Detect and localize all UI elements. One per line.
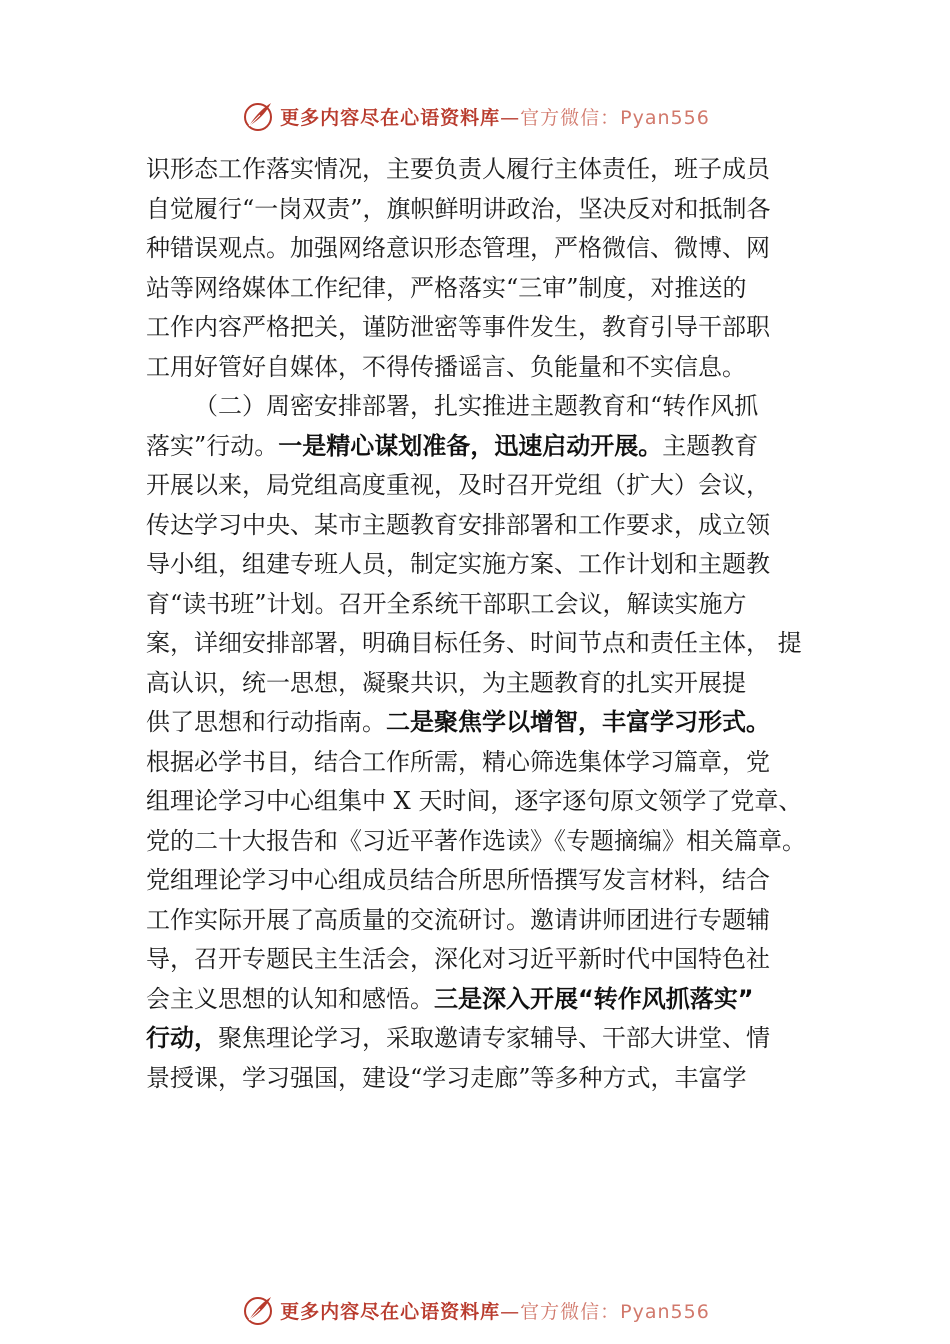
line-text: 育“读书班”计划。召开全系统干部职工会议，解读实施方: [146, 589, 747, 618]
line-text: 种错误观点。加强网络意识形态管理，严格微信、微博、网: [146, 234, 770, 262]
banner-separator: —: [500, 1300, 521, 1323]
banner-text: [280, 1297, 710, 1324]
banner-wechat-text: 官方微信：Pyan556: [520, 1300, 710, 1323]
text-line: [146, 190, 822, 230]
text-line: [146, 585, 822, 625]
header-banner: [0, 96, 950, 136]
banner-wechat-text: 官方微信：Pyan556: [520, 106, 710, 129]
text-line: [146, 940, 822, 980]
text-line: [146, 1019, 822, 1059]
line-text: 开展以来，局党组高度重视，及时召开党组（扩大）会议，: [146, 471, 770, 499]
bold-heading-text: 三是深入开展“转作风抓落实”: [434, 984, 754, 1013]
bold-heading-text: 二是聚焦学以增智，丰富学习形式。: [386, 708, 770, 736]
feather-pen-circle-icon: [240, 98, 276, 134]
text-line: [146, 466, 822, 506]
text-line: [146, 269, 822, 309]
line-text: 落实”行动。: [146, 431, 279, 460]
text-line: [146, 229, 822, 269]
line-text: 识形态工作落实情况，主要负责人履行主体责任，班子成员: [146, 155, 770, 183]
line-text: 导小组，组建专班人员，制定实施方案、工作计划和主题教: [146, 550, 770, 578]
text-line: [146, 822, 822, 862]
line-text: 自觉履行“一岗双责”，旗帜鲜明讲政治，坚决反对和抵制各: [146, 194, 771, 223]
text-line: [146, 861, 822, 901]
footer-banner: [0, 1290, 950, 1330]
line-text: 案，详细安排部署，明确目标任务、时间节点和责任主体， 提: [146, 629, 802, 657]
banner-main-text: 更多内容尽在心语资料库: [280, 1300, 501, 1323]
banner-separator: —: [500, 106, 521, 129]
line-text: 组理论学习中心组集中 X 天时间，逐字逐句原文领学了党章、: [146, 787, 803, 815]
bold-heading-text: 一是精心谋划准备，迅速启动开展。: [278, 431, 663, 460]
text-line: [146, 1059, 822, 1099]
line-text: （二）周密安排部署，扎实推进主题教育和“转作风抓: [194, 392, 759, 420]
line-text: 主题教育: [662, 431, 759, 460]
text-line: [146, 308, 822, 348]
text-line: [146, 506, 822, 546]
line-text: 工作实际开展了高质量的交流研讨。邀请讲师团进行专题辅: [146, 905, 770, 934]
text-line: [146, 624, 822, 664]
feather-pen-circle-icon: [240, 1292, 276, 1328]
line-text: 工用好管好自媒体，不得传播谣言、负能量和不实信息。: [146, 352, 746, 381]
text-line: [146, 150, 822, 190]
text-line: [146, 782, 822, 822]
line-text: 党的二十大报告和《习近平著作选读》《专题摘编》相关篇章。: [146, 826, 806, 855]
line-text: 聚焦理论学习，采取邀请专家辅导、干部大讲堂、情: [218, 1024, 770, 1052]
text-line: [146, 387, 822, 427]
line-text: 党组理论学习中心组成员结合所思所悟撰写发言材料，结合: [146, 866, 770, 894]
text-line: [146, 980, 822, 1020]
text-line: [146, 348, 822, 388]
banner-main-text: 更多内容尽在心语资料库: [280, 106, 501, 129]
line-text: 根据必学书目，结合工作所需，精心筛选集体学习篇章，党: [146, 747, 770, 776]
text-line: [146, 703, 822, 743]
line-text: 景授课，学习强国，建设“学习走廊”等多种方式，丰富学: [146, 1063, 747, 1092]
text-line: [146, 664, 822, 704]
line-text: 传达学习中央、某市主题教育安排部署和工作要求，成立领: [146, 510, 770, 539]
line-text: 会主义思想的认知和感悟。: [146, 984, 434, 1013]
text-line: [146, 901, 822, 941]
line-text: 供了思想和行动指南。: [146, 708, 386, 736]
bold-heading-text: 行动，: [146, 1024, 218, 1052]
document-body: [146, 150, 822, 1098]
text-line: [146, 545, 822, 585]
line-text: 高认识，统一思想，凝聚共识，为主题教育的扎实开展提: [146, 668, 746, 697]
line-text: 站等网络媒体工作纪律，严格落实“三审”制度，对推送的: [146, 273, 747, 302]
text-line: [146, 743, 822, 783]
line-text: 工作内容严格把关，谨防泄密等事件发生，教育引导干部职: [146, 313, 770, 341]
line-text: 导，召开专题民主生活会，深化对习近平新时代中国特色社: [146, 945, 770, 973]
banner-text: [280, 103, 710, 130]
text-line: [146, 427, 822, 467]
